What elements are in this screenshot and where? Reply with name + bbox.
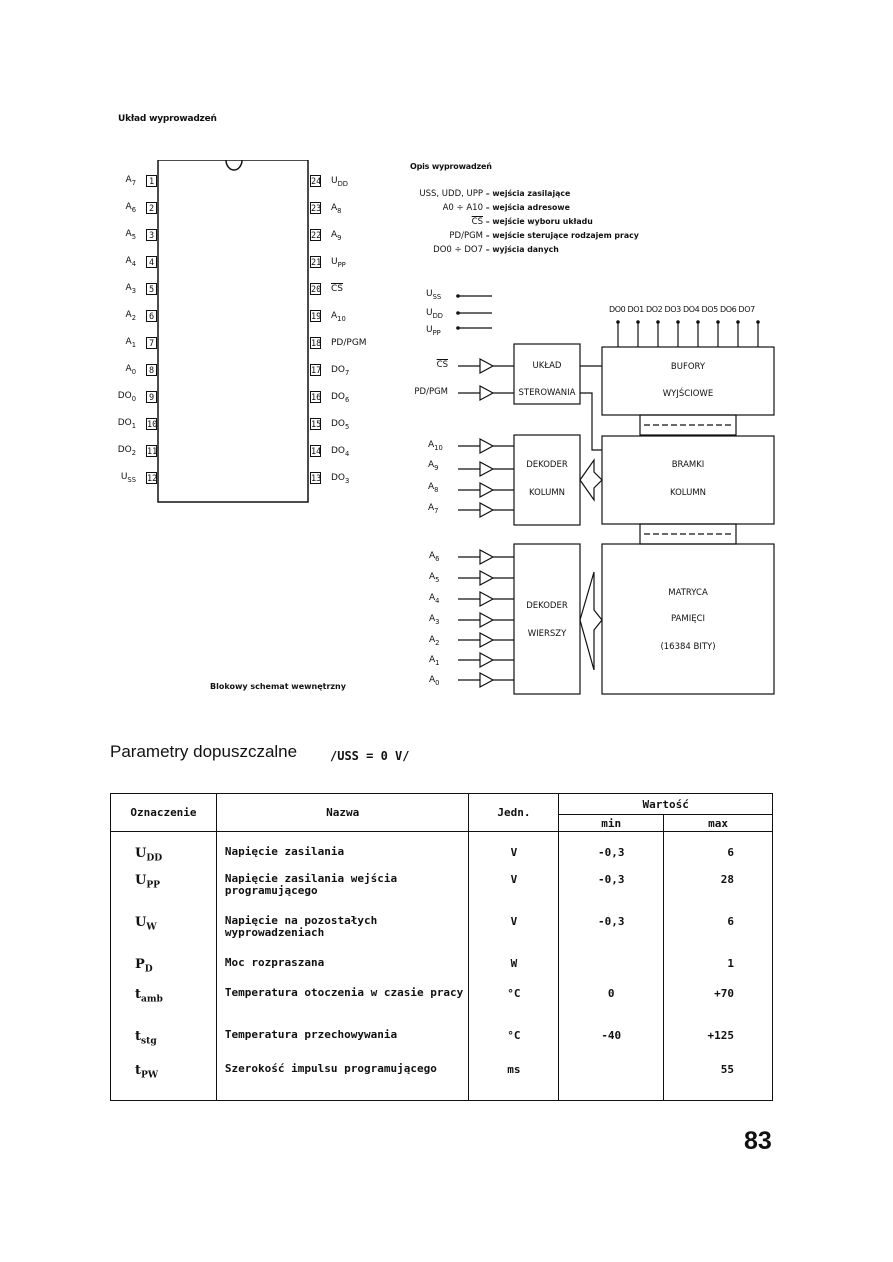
- cell-max: 55: [664, 1055, 773, 1101]
- cell-symbol: $t_{amb}$: [111, 979, 217, 1021]
- matrix-label: (16384 BITY): [660, 642, 716, 652]
- pin-left-number: 6: [146, 310, 157, 322]
- control-block-label: STEROWANIA: [518, 388, 576, 398]
- pin-right-label: $DO_5$: [331, 419, 350, 431]
- pin-right-label: $A_9$: [331, 230, 342, 242]
- pin-desc-row: A0 ÷ A10 – wejścia adresowe: [442, 203, 570, 213]
- cell-min: 0: [559, 979, 664, 1021]
- cell-unit: V: [469, 907, 559, 949]
- pin-left-label: $U_{SS}$: [120, 472, 136, 484]
- ic-package-outline: [140, 160, 330, 505]
- pin-left-label: $A_0$: [125, 364, 136, 376]
- table-row: [111, 832, 773, 865]
- pin-desc-title: Opis wyprowadzeń: [410, 162, 492, 171]
- cell-symbol: $t_{PW}$: [111, 1055, 217, 1101]
- matrix-label: PAMIĘCI: [670, 614, 706, 624]
- pin-right-label: $DO_7$: [331, 365, 350, 377]
- cell-min: [559, 949, 664, 979]
- cell-name: Moc rozpraszana: [216, 949, 469, 979]
- cell-name: Napięcie zasilania wejścia programującego: [216, 865, 469, 907]
- pin-left-label: $A_3$: [125, 283, 136, 295]
- pin-right-label: $DO_3$: [331, 473, 350, 485]
- buffers-label: BUFORY: [670, 362, 706, 372]
- cell-symbol: $U_{DD}$: [111, 832, 217, 865]
- pin-left-number: 10: [147, 420, 158, 430]
- pin-desc-row: PD/PGM – wejście sterujące rodzajem pracy: [449, 231, 639, 241]
- pin-left-number: 4: [146, 256, 157, 268]
- pin-right-label: $U_{PP}$: [331, 257, 346, 269]
- cell-symbol: $t_{stg}$: [111, 1021, 217, 1055]
- header-sym: Oznaczenie: [111, 794, 217, 832]
- cell-name: Temperatura przechowywania: [216, 1021, 469, 1055]
- column-decoder-label: KOLUMN: [528, 488, 566, 498]
- table-row: [111, 907, 773, 949]
- row-address-label: $A_0$: [429, 675, 440, 687]
- table-row: [111, 949, 773, 979]
- pin-right-number: 22: [311, 231, 322, 241]
- params-table: [110, 793, 773, 1101]
- pin-right-number: 18: [311, 339, 322, 349]
- cell-min: -0,3: [559, 865, 664, 907]
- row-address-label: $A_1$: [429, 655, 440, 667]
- page-number: 83: [744, 1127, 772, 1155]
- buffers-label: WYJŚCIOWE: [662, 389, 714, 399]
- header-value: Wartość: [559, 794, 773, 815]
- pdpgm-label: PD/PGM: [414, 387, 448, 397]
- pin-right-number: 14: [311, 447, 322, 457]
- column-gates-label: KOLUMN: [669, 488, 707, 498]
- row-decoder-label: WIERSZY: [527, 629, 567, 639]
- cell-max: 28: [664, 865, 773, 907]
- pin-desc-row: DO0 ÷ DO7 – wyjścia danych: [433, 245, 559, 255]
- header-min: min: [559, 815, 664, 832]
- row-address-label: $A_3$: [429, 614, 440, 626]
- pin-right-number: 24: [311, 177, 322, 187]
- cell-min: -0,3: [559, 907, 664, 949]
- cell-min: -40: [559, 1021, 664, 1055]
- pin-left-number: 7: [146, 337, 157, 349]
- cell-name: Napięcie zasilania: [216, 832, 469, 865]
- params-title: Parametry dopuszczalne: [110, 742, 298, 761]
- table-row: [111, 865, 773, 907]
- pin-right-label: $U_{DD}$: [331, 176, 348, 188]
- column-address-label: $A_8$: [428, 482, 439, 494]
- pin-left-number: 1: [146, 175, 157, 187]
- pin-right-number: 23: [311, 204, 322, 214]
- cell-unit: °C: [469, 979, 559, 1021]
- outputs-label: DO0 DO1 DO2 DO3 DO4 DO5 DO6 DO7: [609, 305, 755, 314]
- block-caption: Blokowy schemat wewnętrzny: [210, 682, 346, 691]
- pin-right-number: 13: [311, 474, 322, 484]
- header-name: Nazwa: [216, 794, 469, 832]
- pin-desc-row: USS, UDD, UPP – wejścia zasilające: [419, 189, 571, 199]
- pin-right-number: 20: [311, 285, 322, 295]
- column-gates-label: BRAMKI: [671, 460, 705, 470]
- pin-right-label: $DO_4$: [331, 446, 350, 458]
- pin-left-number: 2: [146, 202, 157, 214]
- cell-name: Napięcie na pozostałych wyprowadzeniach: [216, 907, 469, 949]
- params-condition: /USS = 0 V/: [330, 749, 410, 763]
- cell-symbol: $U_{PP}$: [111, 865, 217, 907]
- header-max: max: [664, 815, 773, 832]
- cell-max: 6: [664, 832, 773, 865]
- pin-left-number: 5: [146, 283, 157, 295]
- pin-left-label: $DO_0$: [117, 391, 136, 403]
- cell-unit: V: [469, 865, 559, 907]
- pin-right-number: 17: [311, 366, 322, 376]
- pin-left-number: 9: [146, 391, 157, 403]
- pin-left-number: 8: [146, 364, 157, 376]
- column-address-label: $A_7$: [428, 503, 439, 515]
- matrix-label: MATRYCA: [668, 588, 708, 598]
- supply-label: $U_{PP}$: [426, 325, 441, 337]
- cell-max: +70: [664, 979, 773, 1021]
- row-address-label: $A_6$: [429, 551, 440, 563]
- cell-name: Temperatura otoczenia w czasie pracy: [216, 979, 469, 1021]
- control-block-label: UKŁAD: [532, 361, 562, 371]
- pin-right-number: 15: [311, 420, 322, 430]
- pin-left-label: $A_4$: [125, 256, 136, 268]
- pin-right-label: $DO_6$: [331, 392, 350, 404]
- table-row: [111, 979, 773, 1021]
- cell-name: Szerokość impulsu programującego: [216, 1055, 469, 1101]
- table-row: [111, 1055, 773, 1101]
- header-unit: Jedn.: [469, 794, 559, 832]
- pin-right-number: 16: [311, 393, 322, 403]
- row-address-label: $A_2$: [429, 635, 440, 647]
- cell-unit: W: [469, 949, 559, 979]
- row-decoder-label: DEKODER: [526, 601, 568, 611]
- pin-right-label: PD/PGM: [331, 338, 367, 348]
- cell-unit: V: [469, 832, 559, 865]
- cell-min: -0,3: [559, 832, 664, 865]
- pinout-title: Układ wyprowadzeń: [118, 114, 217, 124]
- pin-desc-list: [405, 187, 639, 257]
- pin-left-number: 3: [146, 229, 157, 241]
- row-address-label: $A_4$: [429, 593, 440, 605]
- pin-right-label: $A_8$: [331, 203, 342, 215]
- pin-left-number: 12: [147, 474, 158, 484]
- pin-left-label: $A_5$: [125, 229, 136, 241]
- pin-left-label: $A_1$: [125, 337, 136, 349]
- cell-unit: ms: [469, 1055, 559, 1101]
- cell-max: 6: [664, 907, 773, 949]
- pin-right-number: 21: [311, 258, 322, 268]
- pin-left-label: $A_6$: [125, 202, 136, 214]
- pin-right-label: $\overline{CS}$: [331, 284, 343, 294]
- cs-label: $\overline{CS}$: [436, 360, 448, 370]
- pin-right-number: 19: [311, 312, 322, 322]
- pin-left-label: $DO_2$: [117, 445, 136, 457]
- cell-unit: °C: [469, 1021, 559, 1055]
- cell-symbol: $U_W$: [111, 907, 217, 949]
- pin-right-label: $A_{10}$: [331, 311, 346, 323]
- pin-left-label: $DO_1$: [117, 418, 136, 430]
- pin-left-label: $A_2$: [125, 310, 136, 322]
- cell-max: +125: [664, 1021, 773, 1055]
- supply-label: $U_{SS}$: [426, 289, 442, 301]
- column-decoder-label: DEKODER: [526, 460, 568, 470]
- column-address-label: $A_9$: [428, 460, 439, 472]
- pin-left-number: 11: [147, 447, 158, 457]
- cell-max: 1: [664, 949, 773, 979]
- cell-min: [559, 1055, 664, 1101]
- column-address-label: $A_{10}$: [428, 440, 443, 452]
- cell-symbol: $P_D$: [111, 949, 217, 979]
- table-row: [111, 1021, 773, 1055]
- pin-left-label: $A_7$: [125, 175, 136, 187]
- supply-label: $U_{DD}$: [426, 308, 443, 320]
- row-address-label: $A_5$: [429, 572, 440, 584]
- pin-desc-row: $\overline{CS}$ – wejście wyboru układu: [471, 217, 593, 227]
